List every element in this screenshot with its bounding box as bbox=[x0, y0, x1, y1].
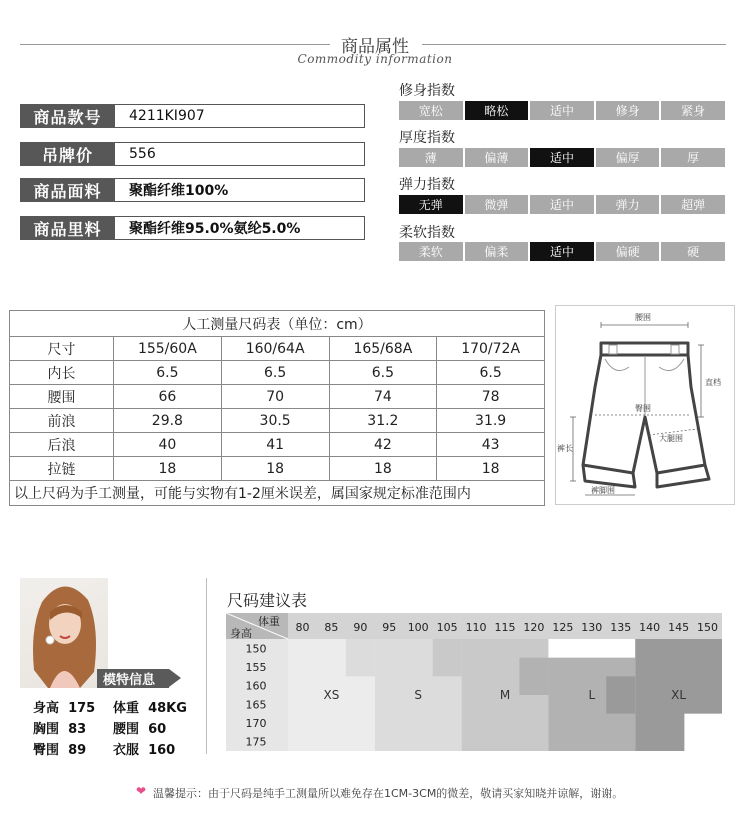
index-option: 柔软 bbox=[399, 242, 463, 261]
index-option-selected: 无弹 bbox=[399, 195, 463, 214]
table-cell: 155/60A bbox=[114, 337, 222, 361]
height-tick: 160 bbox=[245, 679, 267, 693]
size-label: XL bbox=[671, 688, 687, 702]
height-tick: 165 bbox=[245, 698, 267, 712]
table-cell: 前浪 bbox=[10, 409, 114, 433]
index-title: 厚度指数 bbox=[399, 130, 455, 146]
model-photo bbox=[20, 578, 108, 688]
height-tick: 175 bbox=[245, 735, 267, 749]
index-option-selected: 适中 bbox=[530, 242, 594, 261]
table-caption: 人工测量尺码表（单位：cm） bbox=[10, 311, 545, 337]
measurement-table bbox=[9, 310, 545, 506]
index-scale bbox=[399, 242, 725, 261]
height-tick: 150 bbox=[245, 642, 267, 656]
index-option: 微弹 bbox=[465, 195, 529, 214]
table-cell: 66 bbox=[114, 385, 222, 409]
size-label: L bbox=[588, 688, 596, 702]
attr-value: 4211KI907 bbox=[115, 104, 365, 128]
table-cell: 78 bbox=[437, 385, 545, 409]
size-chart-title: 尺码建议表 bbox=[227, 591, 308, 610]
size-label: S bbox=[414, 688, 423, 702]
table-cell: 41 bbox=[221, 433, 329, 457]
corner-weight-label: 体重 bbox=[258, 615, 280, 628]
table-cell: 42 bbox=[329, 433, 437, 457]
section-subtitle: Commodity information bbox=[297, 52, 453, 66]
size-step bbox=[606, 676, 635, 713]
table-cell: 尺寸 bbox=[10, 337, 114, 361]
diagram-label-length: 裤长 bbox=[557, 444, 573, 453]
table-cell: 18 bbox=[114, 457, 222, 481]
model-stat-weight: 体重 48KG bbox=[113, 701, 187, 716]
weight-tick: 100 bbox=[407, 621, 429, 634]
table-cell: 170/72A bbox=[437, 337, 545, 361]
weight-tick: 125 bbox=[552, 621, 574, 634]
footer-note: 温馨提示：由于尺码是纯手工测量所以难免存在1CM-3CM的微差，敬请买家知晓并谅解，谢谢。 bbox=[153, 787, 624, 800]
index-option: 薄 bbox=[399, 148, 463, 167]
heart-icon: ❤ bbox=[136, 784, 147, 798]
size-step bbox=[433, 639, 462, 676]
weight-tick: 95 bbox=[382, 621, 397, 634]
table-cell: 内长 bbox=[10, 361, 114, 385]
attr-row-lining bbox=[20, 216, 365, 240]
table-cell: 18 bbox=[329, 457, 437, 481]
model-stat-hip: 臀围 89 bbox=[33, 743, 87, 758]
attr-row-price bbox=[20, 142, 365, 166]
height-tick: 170 bbox=[245, 717, 267, 730]
header-divider-left bbox=[20, 44, 330, 45]
size-label: M bbox=[499, 688, 511, 702]
table-cell: 拉链 bbox=[10, 457, 114, 481]
index-option: 宽松 bbox=[399, 101, 463, 120]
size-step bbox=[519, 658, 548, 695]
attr-row-fabric bbox=[20, 178, 365, 202]
empty-cell bbox=[684, 714, 722, 751]
attr-value: 556 bbox=[115, 142, 365, 166]
attr-key: 吊牌价 bbox=[20, 142, 115, 166]
size-step bbox=[346, 639, 375, 676]
table-note: 以上尺码为手工测量，可能与实物有1-2厘米误差，属国家规定标准范围内 bbox=[10, 481, 545, 506]
table-cell: 43 bbox=[437, 433, 545, 457]
weight-tick: 85 bbox=[324, 621, 339, 634]
index-option: 偏薄 bbox=[465, 148, 529, 167]
index-option: 硬 bbox=[661, 242, 725, 261]
weight-tick: 135 bbox=[610, 621, 632, 634]
size-suggestion-chart bbox=[226, 613, 722, 751]
attr-key: 商品里料 bbox=[20, 216, 115, 240]
index-option-selected: 略松 bbox=[465, 101, 529, 120]
index-option: 超弹 bbox=[661, 195, 725, 214]
weight-tick: 140 bbox=[639, 621, 661, 634]
size-label: XS bbox=[323, 688, 340, 702]
weight-tick: 105 bbox=[436, 621, 458, 634]
model-stat-height: 身高 175 bbox=[33, 701, 96, 716]
index-option: 偏厚 bbox=[596, 148, 660, 167]
model-stat-bust: 胸围 83 bbox=[33, 722, 87, 737]
table-cell: 腰围 bbox=[10, 385, 114, 409]
index-option: 紧身 bbox=[661, 101, 725, 120]
attr-key: 商品面料 bbox=[20, 178, 115, 202]
index-scale bbox=[399, 148, 725, 167]
table-row bbox=[10, 361, 545, 385]
index-option: 弹力 bbox=[596, 195, 660, 214]
index-title: 修身指数 bbox=[399, 83, 455, 99]
model-stat-clothes: 衣服 160 bbox=[113, 743, 176, 758]
index-option: 适中 bbox=[530, 195, 594, 214]
diagram-label-thigh: 大腿围 bbox=[659, 434, 683, 443]
table-cell: 70 bbox=[221, 385, 329, 409]
table-row bbox=[10, 337, 545, 361]
height-tick: 155 bbox=[245, 661, 267, 674]
table-row bbox=[10, 385, 545, 409]
header-divider-right bbox=[422, 44, 726, 45]
section-divider bbox=[206, 578, 207, 754]
attr-key: 商品款号 bbox=[20, 104, 115, 128]
index-option: 修身 bbox=[596, 101, 660, 120]
table-row bbox=[10, 409, 545, 433]
table-cell: 31.2 bbox=[329, 409, 437, 433]
weight-tick: 90 bbox=[353, 621, 368, 634]
table-cell: 后浪 bbox=[10, 433, 114, 457]
index-option: 偏柔 bbox=[465, 242, 529, 261]
shorts-diagram bbox=[555, 305, 735, 505]
weight-tick: 80 bbox=[295, 621, 310, 634]
table-cell: 6.5 bbox=[437, 361, 545, 385]
table-cell: 40 bbox=[114, 433, 222, 457]
attr-value: 聚酯纤维100% bbox=[115, 178, 365, 202]
weight-tick: 145 bbox=[668, 621, 690, 634]
weight-tick: 115 bbox=[494, 621, 516, 634]
table-cell: 6.5 bbox=[221, 361, 329, 385]
model-info-tag: 模特信息 bbox=[97, 669, 169, 688]
index-title: 柔软指数 bbox=[399, 225, 455, 241]
index-scale bbox=[399, 195, 725, 214]
index-title: 弹力指数 bbox=[399, 177, 455, 193]
table-cell: 30.5 bbox=[221, 409, 329, 433]
index-option-selected: 适中 bbox=[530, 148, 594, 167]
table-cell: 18 bbox=[221, 457, 329, 481]
index-option: 偏硬 bbox=[596, 242, 660, 261]
index-scale bbox=[399, 101, 725, 120]
table-cell: 6.5 bbox=[329, 361, 437, 385]
table-cell: 165/68A bbox=[329, 337, 437, 361]
diagram-label-hem: 裤脚围 bbox=[591, 486, 615, 495]
diagram-label-rise: 直档 bbox=[705, 378, 721, 387]
table-cell: 160/64A bbox=[221, 337, 329, 361]
weight-tick: 150 bbox=[697, 621, 719, 634]
table-cell: 29.8 bbox=[114, 409, 222, 433]
diagram-label-waist: 腰围 bbox=[635, 313, 651, 322]
model-stat-waist: 腰围 60 bbox=[113, 722, 167, 737]
section-title: 商品属性 bbox=[341, 37, 409, 57]
table-row bbox=[10, 433, 545, 457]
corner-height-label: 身高 bbox=[230, 627, 252, 640]
table-cell: 6.5 bbox=[114, 361, 222, 385]
index-option: 适中 bbox=[530, 101, 594, 120]
index-option: 厚 bbox=[661, 148, 725, 167]
diagram-label-hip: 臀围 bbox=[635, 404, 651, 413]
table-cell: 74 bbox=[329, 385, 437, 409]
weight-tick: 110 bbox=[465, 621, 487, 634]
attr-row-style-no bbox=[20, 104, 365, 128]
weight-tick: 120 bbox=[523, 621, 545, 634]
table-row bbox=[10, 457, 545, 481]
weight-tick: 130 bbox=[581, 621, 603, 634]
table-cell: 18 bbox=[437, 457, 545, 481]
attr-value: 聚酯纤维95.0%氨纶5.0% bbox=[115, 216, 365, 240]
table-cell: 31.9 bbox=[437, 409, 545, 433]
